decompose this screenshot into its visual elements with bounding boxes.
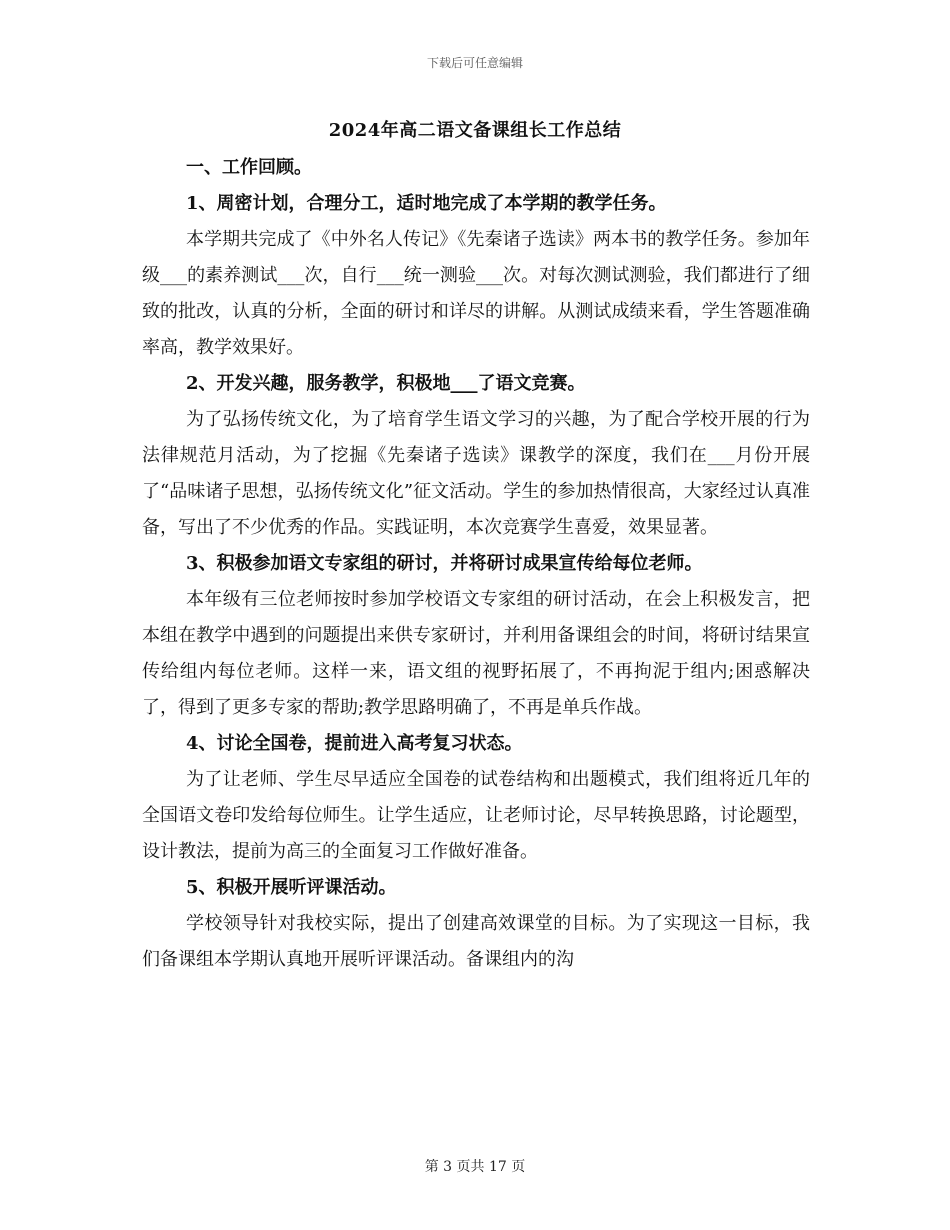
subsection-heading-2: 2、开发兴趣，服务教学，积极地___了语文竞赛。 (186, 373, 586, 394)
paragraph-5: 学校领导针对我校实际，提出了创建高效课堂的目标。为了实现这一目标，我们备课组本学期认真地开展听评课活动。备课组内的沟 (142, 913, 810, 970)
page-number: 第 3 页共 17 页 (424, 1159, 526, 1175)
section-heading: 一、工作回顾。 (186, 157, 312, 178)
subsection-heading-4: 4、讨论全国卷，提前进入高考复习状态。 (186, 733, 523, 754)
subsection-heading-1: 1、周密计划，合理分工，适时地完成了本学期的教学任务。 (186, 193, 667, 214)
page-header-note: 下载后可任意编辑 (426, 56, 523, 70)
document-title: 2024年高二语文备课组长工作总结 (328, 120, 622, 141)
subsection-heading-3: 3、积极参加语文专家组的研讨，并将研讨成果宣传给每位老师。 (186, 553, 703, 574)
paragraph-2: 为了弘扬传统文化，为了培育学生语文学习的兴趣，为了配合学校开展的行为法律规范月活动，为了挖掘《先秦诸子选读》课教学的深度，我们在___月份开展了“品味诸子思想，弘扬传统文化”征文活动。学生的参加热情很高，大家经过认真准备，写出了不少优秀的作品。实践证明，本次竞赛学生喜爱，效果显著。 (142, 409, 810, 538)
document-body (142, 150, 810, 978)
subsection-heading-5: 5、积极开展听评课活动。 (186, 877, 397, 898)
paragraph-4: 为了让老师、学生尽早适应全国卷的试卷结构和出题模式，我们组将近几年的全国语文卷印发给每位师生。让学生适应，让老师讨论，尽早转换思路，讨论题型，设计教法，提前为高三的全面复习工作做好准备。 (142, 769, 810, 862)
paragraph-1: 本学期共完成了《中外名人传记》《先秦诸子选读》两本书的教学任务。参加年级___的素养测试___次，自行___统一测验___次。对每次测试测验，我们都进行了细致的批改，认真的分析，全面的研讨和详尽的讲解。从测试成绩来看，学生答题准确率高，教学效果好。 (142, 229, 810, 358)
paragraph-3: 本年级有三位老师按时参加学校语文专家组的研讨活动，在会上积极发言，把本组在教学中遇到的问题提出来供专家研讨，并利用备课组会的时间，将研讨结果宣传给组内每位老师。这样一来，语文组的视野拓展了，不再拘泥于组内;困惑解决了，得到了更多专家的帮助;教学思路明确了，不再是单兵作战。 (142, 589, 810, 718)
